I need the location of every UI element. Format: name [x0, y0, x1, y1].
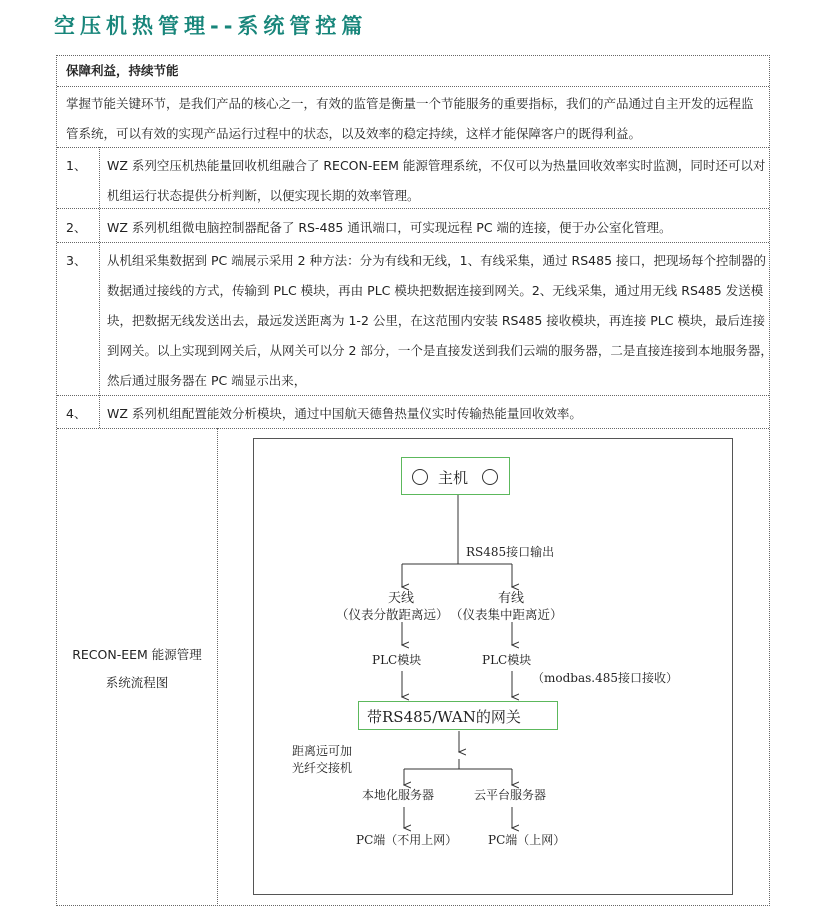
item-line: 从机组采集数据到 PC 端展示采用 2 种方法：分为有线和无线，1、有线采集，通过 RS485 接口，把现场每个控制器的 [107, 253, 766, 268]
host-label: 主机 [438, 469, 469, 487]
item-line: 然后通过服务器在 PC 端显示出来， [107, 373, 307, 388]
list-item [107, 246, 773, 396]
item-line: WZ 系列机组微电脑控制器配备了 RS-485 通讯端口，可实现远程 PC 端的连接，便于办公室化管理。 [107, 220, 672, 235]
pc-left-label: PC端（不用上网） [356, 833, 458, 847]
item-number: 2、 [66, 220, 87, 235]
local-server-label: 本地化服务器 [362, 788, 435, 802]
list-item [107, 213, 767, 243]
intro-line: 掌握节能关键环节，是我们产品的核心之一，有效的监管是衡量一个节能服务的重要指标，我们的产品通过自主开发的远程监 [66, 96, 754, 111]
gateway-label: 带RS485/WAN的网关 [367, 708, 521, 726]
intro-line: 管系统，可以有效的实现产品运行过程中的状态，以及效率的稳定持续，这样才能保障客户的既得利益。 [66, 126, 642, 141]
circle-icon [412, 469, 428, 485]
list-item [107, 151, 767, 211]
caption-line: RECON-EEM 能源管理 [72, 647, 202, 662]
item-line: 到网关。以上实现到网关后，从网关可以分 2 部分，一个是直接发送到我们云端的服务器，二是直接连接到本地服务器， [107, 343, 773, 358]
plc-left-label: PLC模块 [372, 653, 422, 667]
item-number: 4、 [66, 406, 87, 421]
pc-right-label: PC端（上网） [488, 833, 566, 847]
list-item [107, 399, 767, 429]
item-number: 3、 [66, 253, 87, 268]
intro-paragraph [66, 89, 766, 149]
item-line: 块，把数据无线发送出去，最远发送距离为 1-2 公里，在这范围内安装 RS485 接收模块，再连接 PLC 模块，最后连接 [107, 313, 765, 328]
item-line: WZ 系列空压机热能量回收机组融合了 RECON-EEM 能源管理系统，不仅可以为热量回收效率实时监测，同时还可以对 [107, 158, 766, 173]
fiber-note: 距离远可加 [292, 744, 353, 758]
host-box [401, 457, 510, 495]
rs485-output-label: RS485接口输出 [466, 545, 555, 559]
wired-note: （仪表集中距离近） [450, 607, 563, 622]
item-number: 1、 [66, 158, 87, 173]
info-table [56, 55, 773, 906]
item-line: 数据通过接线的方式，传输到 PLC 模块，再由 PLC 模块把数据连接到网关。2、无线采集，通过用无线 RS485 发送模 [107, 283, 764, 298]
fiber-note: 光纤交接机 [292, 761, 353, 775]
wireless-label: 天线 [388, 591, 415, 606]
gateway-box [358, 701, 558, 730]
item-line: 机组运行状态提供分析判断，以便实现长期的效率管理。 [107, 188, 420, 203]
diagram-caption [57, 641, 217, 697]
wireless-note: （仪表分散距离远） [336, 607, 449, 622]
num-col-divider [99, 147, 100, 428]
cloud-server-label: 云平台服务器 [474, 788, 547, 802]
flow-diagram [253, 438, 733, 895]
plc-right-label: PLC模块 [482, 653, 532, 667]
wired-label: 有线 [498, 591, 525, 606]
table-header: 保障利益，持续节能 [66, 63, 179, 78]
item-line: WZ 系列机组配置能效分析模块，通过中国航天德鲁热量仪实时传输热能量回收效率。 [107, 406, 582, 421]
row-divider [57, 86, 769, 87]
circle-icon [482, 469, 498, 485]
caption-col-divider [217, 428, 218, 906]
plc-right-note: （modbas.485接口接收） [532, 671, 678, 685]
caption-line: 系统流程图 [105, 675, 169, 690]
page-title: 空压机热管理--系统管控篇 [54, 14, 368, 38]
